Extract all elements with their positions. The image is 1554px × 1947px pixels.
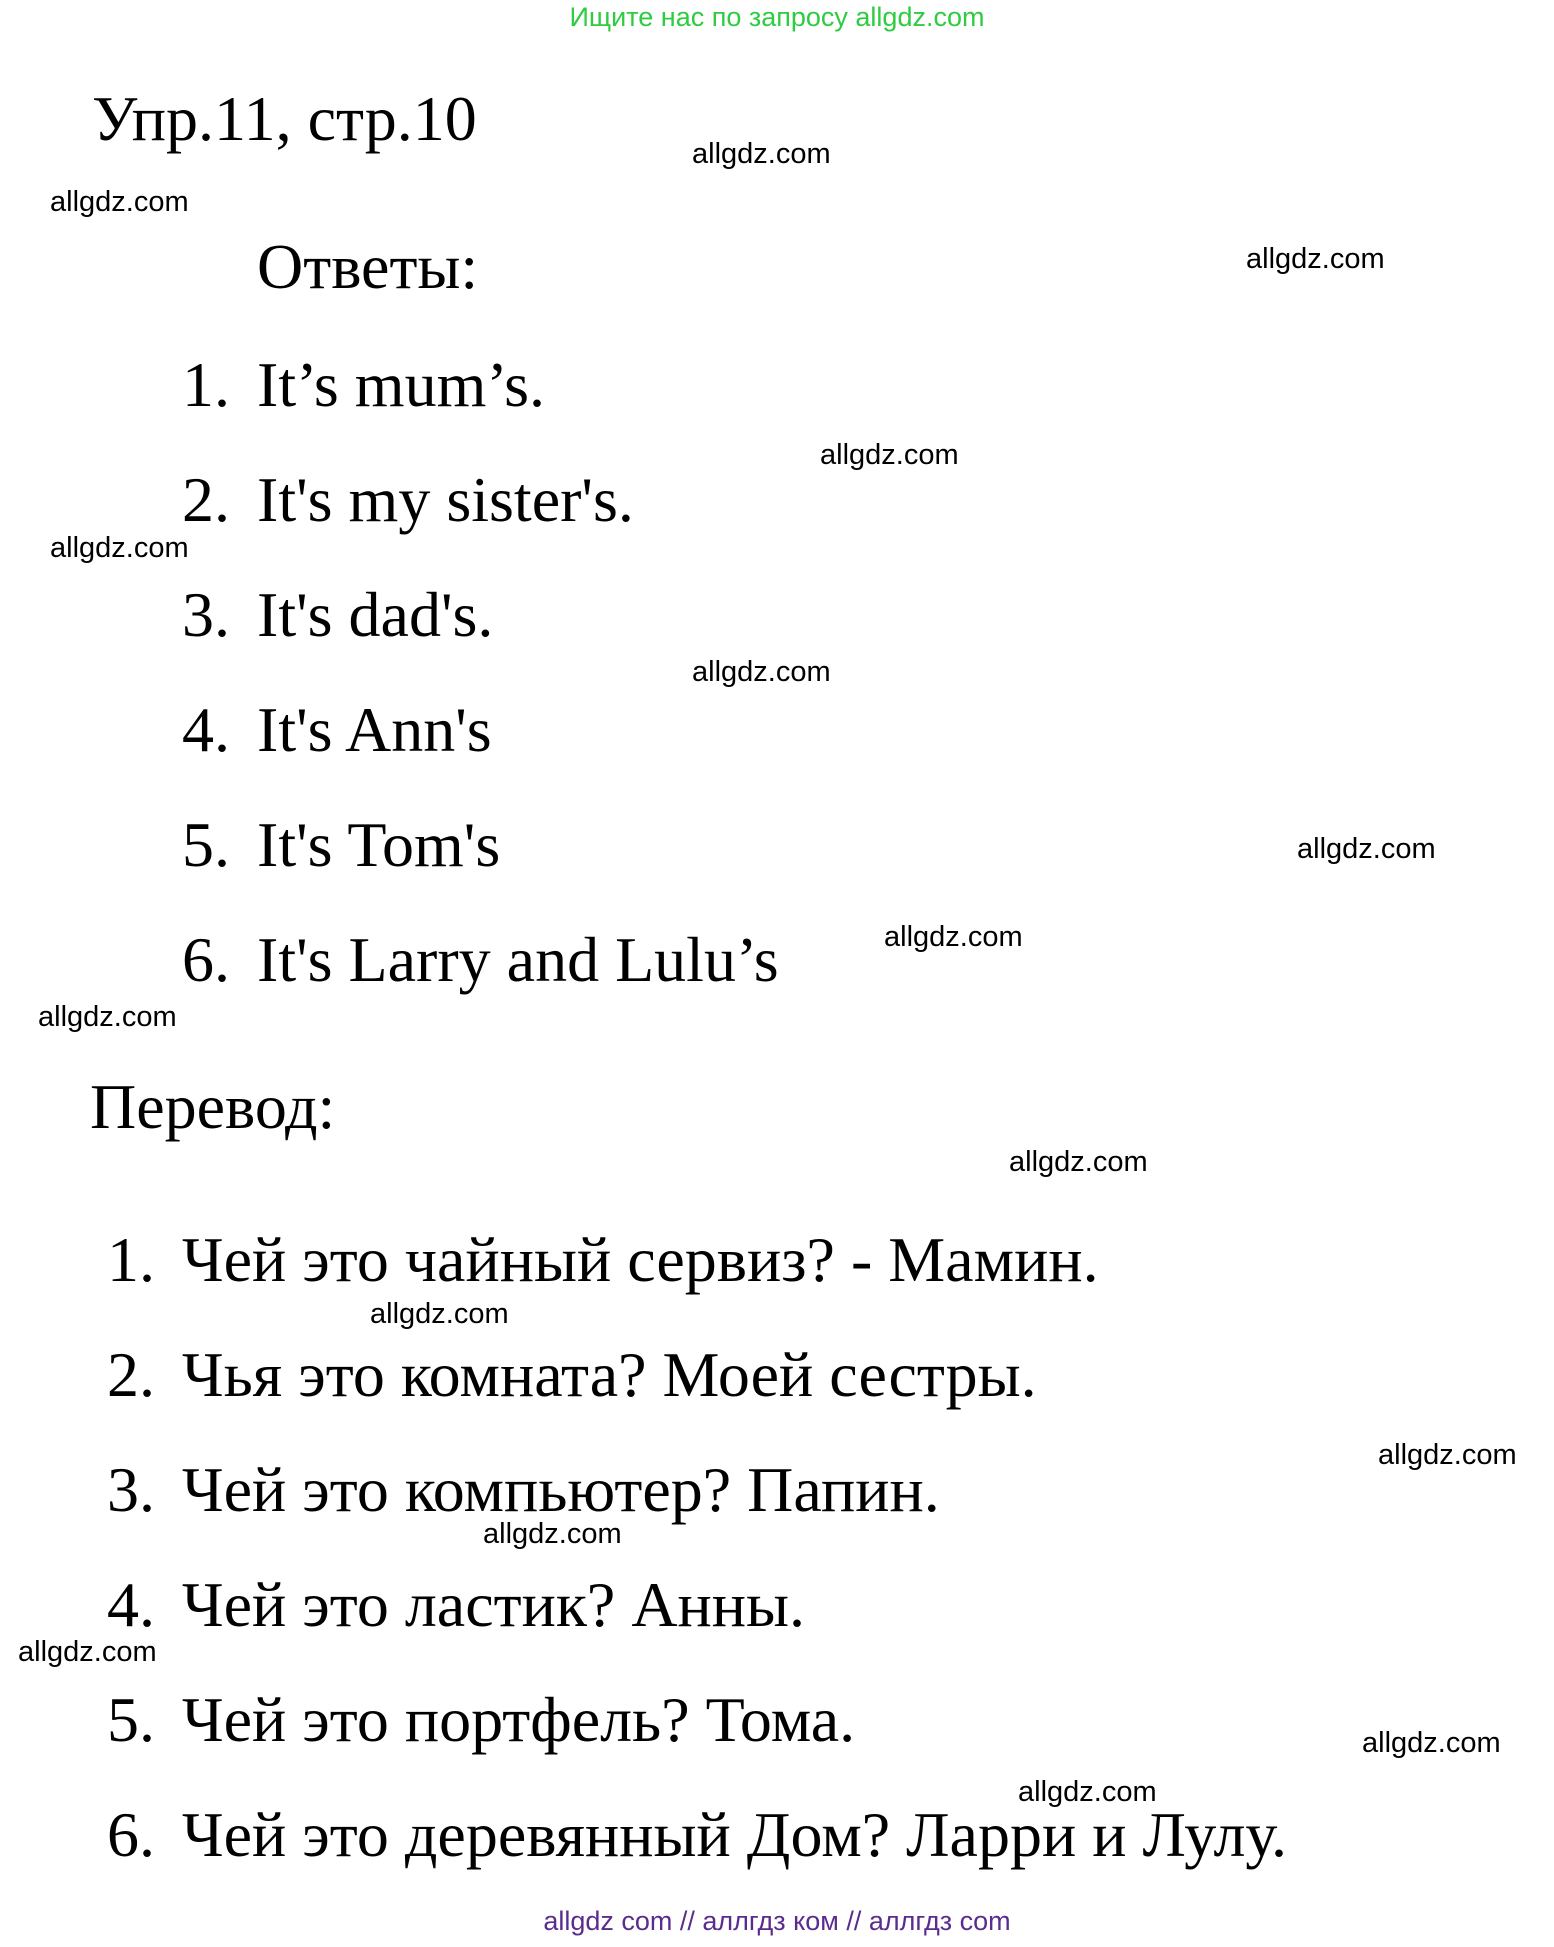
translation-number: 5. bbox=[107, 1684, 155, 1755]
translation-heading: Перевод: bbox=[90, 1071, 336, 1142]
translation-number: 2. bbox=[107, 1339, 155, 1410]
answer-text: It’s mum’s. bbox=[257, 349, 546, 420]
watermark: allgdz.com bbox=[692, 656, 831, 688]
answer-text: It's Larry and Lulu’s bbox=[257, 924, 779, 995]
answer-number: 6. bbox=[182, 924, 230, 995]
watermark: allgdz.com bbox=[483, 1518, 622, 1550]
translation-text: Чей это чайный сервиз? - Мамин. bbox=[182, 1224, 1099, 1295]
watermark: allgdz.com bbox=[370, 1298, 509, 1330]
answer-text: It's my sister's. bbox=[257, 464, 634, 535]
answer-number: 2. bbox=[182, 464, 230, 535]
watermark: allgdz.com bbox=[1246, 243, 1385, 275]
translation-number: 4. bbox=[107, 1569, 155, 1640]
watermark: allgdz.com bbox=[18, 1636, 157, 1668]
watermark: allgdz.com bbox=[884, 921, 1023, 953]
answer-number: 1. bbox=[182, 349, 230, 420]
watermark: allgdz.com bbox=[1378, 1439, 1517, 1471]
watermark: allgdz.com bbox=[50, 186, 189, 218]
answer-number: 4. bbox=[182, 694, 230, 765]
watermark: allgdz.com bbox=[1362, 1727, 1501, 1759]
footer-link[interactable]: allgdz com // аллгдз ком // аллгдз com bbox=[543, 1906, 1011, 1936]
watermark: allgdz.com bbox=[820, 439, 959, 471]
translation-text: Чей это компьютер? Папин. bbox=[182, 1454, 940, 1525]
answer-number: 5. bbox=[182, 809, 230, 880]
watermark: allgdz.com bbox=[38, 1001, 177, 1033]
exercise-title: Упр.11, стр.10 bbox=[92, 83, 477, 154]
translation-number: 6. bbox=[107, 1799, 155, 1870]
answer-text: It's Tom's bbox=[257, 809, 501, 880]
watermark: allgdz.com bbox=[692, 138, 831, 170]
watermark: allgdz.com bbox=[50, 532, 189, 564]
top-banner: Ищите нас по запросу allgdz.com bbox=[569, 2, 985, 32]
answers-heading: Ответы: bbox=[257, 231, 479, 302]
translation-text: Чей это деревянный Дом? Ларри и Лулу. bbox=[182, 1799, 1287, 1870]
answer-text: It's dad's. bbox=[257, 579, 494, 650]
translation-text: Чья это комната? Моей сестры. bbox=[182, 1339, 1037, 1410]
watermark: allgdz.com bbox=[1297, 833, 1436, 865]
watermark: allgdz.com bbox=[1009, 1146, 1148, 1178]
answer-number: 3. bbox=[182, 579, 230, 650]
translation-number: 1. bbox=[107, 1224, 155, 1295]
translation-number: 3. bbox=[107, 1454, 155, 1525]
translation-text: Чей это портфель? Тома. bbox=[182, 1684, 856, 1755]
answer-text: It's Ann's bbox=[257, 694, 492, 765]
translation-text: Чей это ластик? Анны. bbox=[182, 1569, 806, 1640]
watermark: allgdz.com bbox=[1018, 1776, 1157, 1808]
